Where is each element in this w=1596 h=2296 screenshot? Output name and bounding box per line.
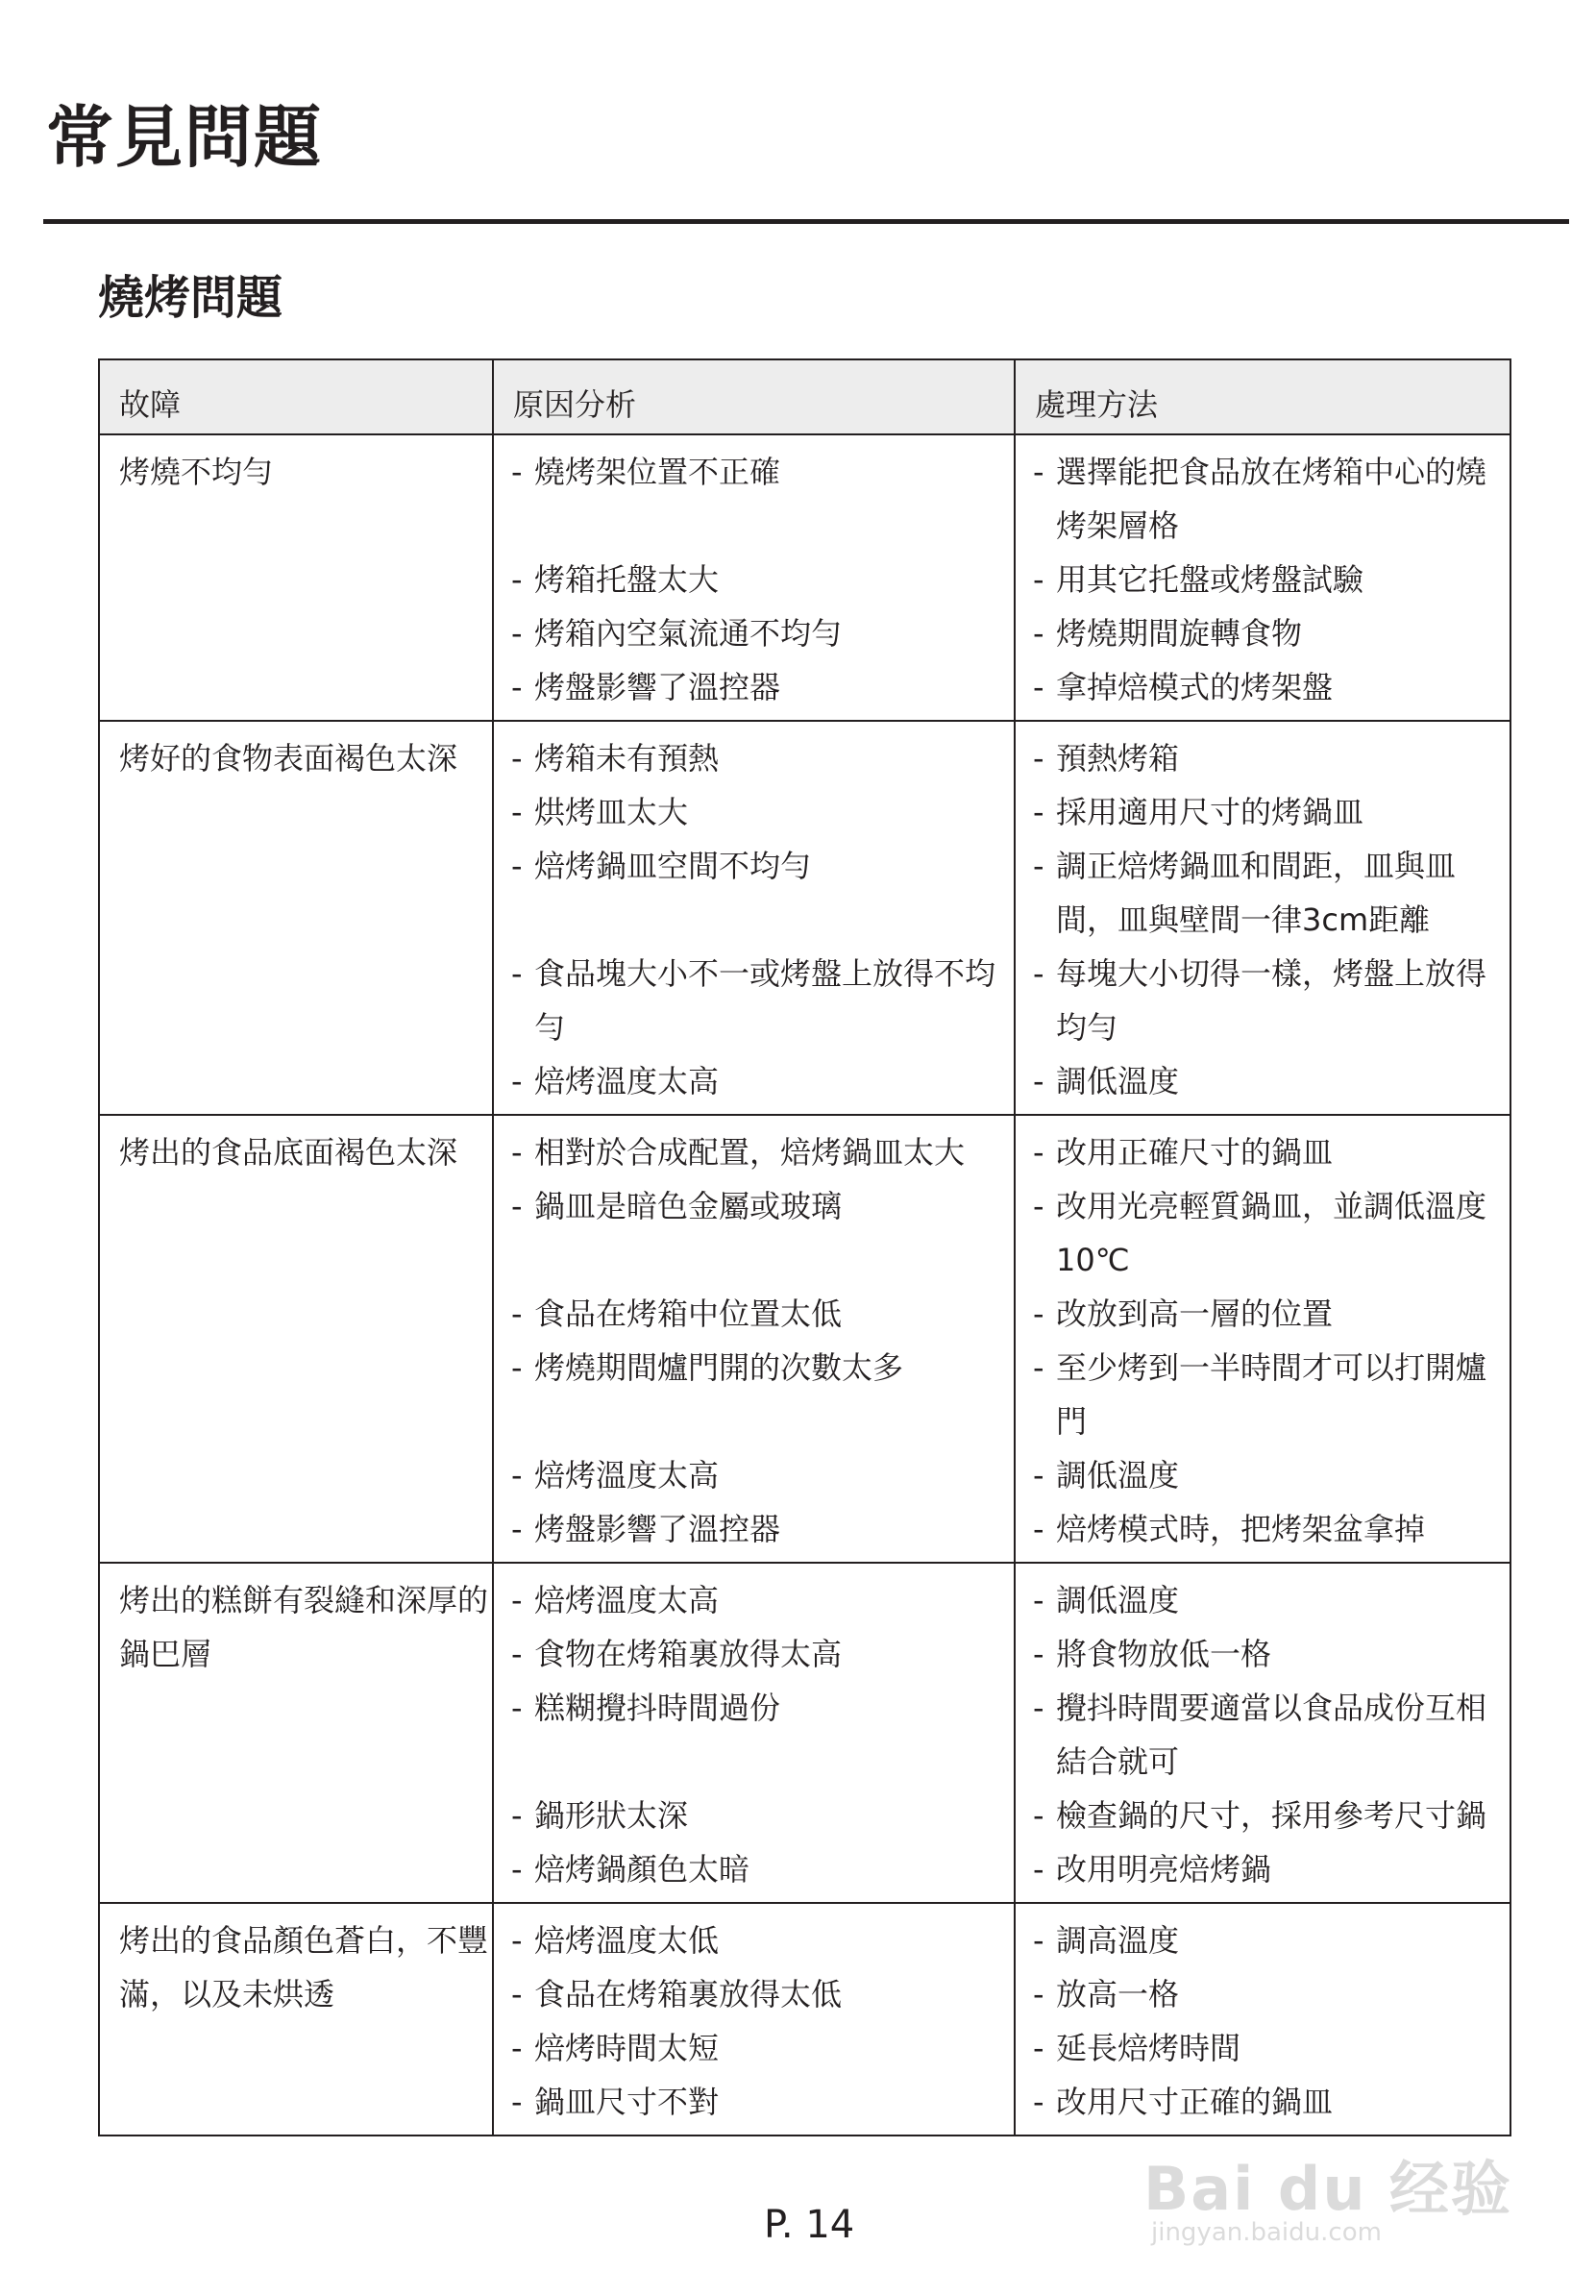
fix-item	[1014, 553, 1510, 606]
cause-text: 相對於合成配置，焙烤鍋皿太大	[534, 1134, 966, 1171]
bullet-dash: -	[1033, 1851, 1044, 1888]
cause-fix-pair	[492, 1448, 1510, 1502]
cause-text: 糕糊攪抖時間過份	[534, 1690, 781, 1726]
bullet-dash: -	[1033, 794, 1044, 830]
bullet-dash: -	[1033, 1296, 1044, 1332]
bullet-dash: -	[511, 1582, 523, 1618]
bullet-dash: -	[1033, 561, 1044, 598]
column-divider	[1014, 435, 1016, 720]
bullet-dash: -	[511, 1976, 523, 2012]
cause-item	[492, 1125, 1014, 1179]
cause-fix-pair	[492, 553, 1510, 606]
fix-item	[1014, 785, 1510, 839]
fix-text: 放高一格	[1056, 1976, 1180, 2012]
table-row	[100, 1116, 1510, 1564]
fix-item	[1014, 1125, 1510, 1179]
fix-item	[1014, 660, 1510, 714]
bullet-dash: -	[1033, 454, 1044, 490]
fix-item	[1014, 1287, 1510, 1341]
header-fix: 處理方法	[1014, 360, 1510, 433]
header-cause: 原因分析	[492, 360, 1014, 433]
fix-item	[1014, 606, 1510, 660]
cause-fix-pair	[492, 947, 1510, 1054]
cause-text: 食物在烤箱裏放得太高	[534, 1636, 843, 1672]
cause-item	[492, 1573, 1014, 1627]
column-divider	[492, 1904, 494, 2135]
cause-item	[492, 1054, 1014, 1108]
column-divider	[492, 722, 494, 1114]
fix-item	[1014, 1681, 1510, 1789]
column-divider	[492, 435, 494, 720]
cause-fix-pair	[492, 1179, 1510, 1287]
fix-item	[1014, 1573, 1510, 1627]
bullet-dash: -	[511, 561, 523, 598]
cause-text: 焙烤鍋顏色太暗	[534, 1851, 750, 1888]
cause-item	[492, 1341, 1014, 1448]
fix-text: 改放到高一層的位置	[1056, 1296, 1334, 1332]
fix-text: 改用明亮焙烤鍋	[1056, 1851, 1272, 1888]
cause-fix-pair	[492, 785, 1510, 839]
fix-text: 焙烤模式時，把烤架盆拿掉	[1056, 1511, 1426, 1547]
cause-text: 烤箱未有預熱	[534, 740, 720, 777]
bullet-dash: -	[511, 454, 523, 490]
fault-cell: 烤好的食物表面褐色太深	[119, 740, 458, 777]
cause-text: 焙烤時間太短	[534, 2030, 720, 2066]
bullet-dash: -	[511, 1797, 523, 1834]
column-divider	[492, 1564, 494, 1902]
cause-fix-pair	[492, 1681, 1510, 1789]
bullet-dash: -	[511, 1851, 523, 1888]
bullet-dash: -	[1033, 1134, 1044, 1171]
bullet-dash: -	[1033, 740, 1044, 777]
fix-text: 調低溫度	[1056, 1582, 1180, 1618]
bullet-dash: -	[1033, 1188, 1044, 1224]
fix-item	[1014, 1913, 1510, 1967]
bullet-dash: -	[511, 794, 523, 830]
cause-text: 烤盤影響了溫控器	[534, 1511, 781, 1547]
cause-item	[492, 2021, 1014, 2075]
fix-text: 預熱烤箱	[1056, 740, 1180, 777]
cause-fix-pair	[492, 731, 1510, 785]
cause-fix-block	[492, 1116, 1510, 1562]
bullet-dash: -	[511, 1922, 523, 1959]
cause-fix-pair	[492, 1573, 1510, 1627]
fix-text: 將食物放低一格	[1056, 1636, 1272, 1672]
bullet-dash: -	[511, 1188, 523, 1224]
fix-text: 拿掉焙模式的烤架盤	[1056, 669, 1334, 705]
fix-item	[1014, 1967, 1510, 2021]
fix-item	[1014, 1627, 1510, 1681]
bullet-dash: -	[1033, 669, 1044, 705]
cause-item	[492, 1913, 1014, 1967]
cause-item	[492, 2075, 1014, 2129]
cause-fix-pair	[492, 1054, 1510, 1108]
fix-text: 選擇能把食品放在烤箱中心的燒烤架層格	[1056, 454, 1487, 544]
bullet-dash: -	[1033, 2084, 1044, 2120]
fix-item	[1014, 1842, 1510, 1896]
bullet-dash: -	[1033, 1063, 1044, 1099]
troubleshooting-table	[98, 358, 1511, 2136]
fix-item	[1014, 731, 1510, 785]
fix-text: 調低溫度	[1056, 1457, 1180, 1494]
cause-item	[492, 1627, 1014, 1681]
table-row	[100, 1564, 1510, 1904]
bullet-dash: -	[1033, 2030, 1044, 2066]
fix-item	[1014, 1448, 1510, 1502]
bullet-dash: -	[511, 1349, 523, 1386]
fix-text: 延長焙烤時間	[1056, 2030, 1241, 2066]
fix-item	[1014, 1341, 1510, 1448]
cause-text: 食品在烤箱裏放得太低	[534, 1976, 843, 2012]
cause-text: 焙烤溫度太高	[534, 1582, 720, 1618]
fix-item	[1014, 947, 1510, 1054]
cause-item	[492, 1789, 1014, 1842]
table-row	[100, 435, 1510, 722]
bullet-dash: -	[1033, 955, 1044, 992]
fix-text: 調高溫度	[1056, 1922, 1180, 1959]
fix-item	[1014, 1789, 1510, 1842]
cause-text: 焙烤溫度太低	[534, 1922, 720, 1959]
cause-item	[492, 445, 1014, 553]
cause-fix-pair	[492, 1502, 1510, 1556]
cause-item	[492, 1448, 1014, 1502]
cause-item	[492, 1179, 1014, 1287]
fix-text: 調正焙烤鍋皿和間距，皿與皿間，皿與壁間一律3cm距離	[1056, 848, 1457, 938]
bullet-dash: -	[511, 669, 523, 705]
fault-cell: 烤燒不均勻	[119, 454, 274, 490]
fix-item	[1014, 839, 1510, 947]
table-header	[100, 360, 1510, 435]
bullet-dash: -	[1033, 1690, 1044, 1726]
fix-item	[1014, 1502, 1510, 1556]
bullet-dash: -	[1033, 848, 1044, 884]
cause-item	[492, 1842, 1014, 1896]
fix-item	[1014, 445, 1510, 553]
column-divider	[1014, 1564, 1016, 1902]
bullet-dash: -	[1033, 1797, 1044, 1834]
cause-text: 焙烤溫度太高	[534, 1063, 720, 1099]
cause-text: 烤燒期間爐門開的次數太多	[534, 1349, 904, 1386]
fault-cell: 烤出的食品底面褐色太深	[119, 1134, 458, 1171]
cause-fix-pair	[492, 839, 1510, 947]
cause-text: 烤箱內空氣流通不均勻	[534, 615, 843, 652]
fix-text: 攪抖時間要適當以食品成份互相結合就可	[1056, 1690, 1487, 1780]
cause-text: 食品在烤箱中位置太低	[534, 1296, 843, 1332]
cause-fix-pair	[492, 1789, 1510, 1842]
cause-fix-block	[492, 1564, 1510, 1902]
cause-fix-pair	[492, 1627, 1510, 1681]
bullet-dash: -	[511, 1457, 523, 1494]
cause-text: 烘烤皿太大	[534, 794, 689, 830]
cause-fix-block	[492, 722, 1510, 1114]
bullet-dash: -	[1033, 1976, 1044, 2012]
cause-item	[492, 553, 1014, 606]
bullet-dash: -	[511, 1134, 523, 1171]
cause-item	[492, 947, 1014, 1054]
fix-text: 每塊大小切得一樣，烤盤上放得均勻	[1056, 955, 1487, 1046]
bullet-dash: -	[1033, 1582, 1044, 1618]
bullet-dash: -	[511, 615, 523, 652]
title-rule	[43, 219, 1569, 224]
fix-text: 至少烤到一半時間才可以打開爐門	[1056, 1349, 1487, 1440]
bullet-dash: -	[1033, 615, 1044, 652]
fix-text: 檢查鍋的尺寸，採用參考尺寸鍋	[1056, 1797, 1487, 1834]
cause-item	[492, 1967, 1014, 2021]
cause-fix-pair	[492, 445, 1510, 553]
column-divider	[1014, 722, 1016, 1114]
fix-text: 改用尺寸正確的鍋皿	[1056, 2084, 1334, 2120]
fix-item	[1014, 1179, 1510, 1287]
cause-item	[492, 1502, 1014, 1556]
cause-item	[492, 731, 1014, 785]
cause-fix-pair	[492, 1341, 1510, 1448]
bullet-dash: -	[511, 1063, 523, 1099]
bullet-dash: -	[511, 2084, 523, 2120]
cause-item	[492, 606, 1014, 660]
cause-text: 食品塊大小不一或烤盤上放得不均勻	[534, 955, 996, 1046]
cause-text: 鍋形狀太深	[534, 1797, 689, 1834]
fix-text: 調低溫度	[1056, 1063, 1180, 1099]
bullet-dash: -	[1033, 1457, 1044, 1494]
cause-item	[492, 660, 1014, 714]
cause-fix-block	[492, 435, 1510, 720]
column-divider	[1014, 1904, 1016, 2135]
bullet-dash: -	[511, 1636, 523, 1672]
fix-text: 烤燒期間旋轉食物	[1056, 615, 1303, 652]
bullet-dash: -	[511, 1511, 523, 1547]
table-row	[100, 722, 1510, 1116]
cause-text: 鍋皿是暗色金屬或玻璃	[534, 1188, 843, 1224]
watermark-brand: Bai du 经验	[1143, 2154, 1513, 2224]
fix-text: 用其它托盤或烤盤試驗	[1056, 561, 1364, 598]
page-title: 常見問題	[46, 98, 323, 177]
bullet-dash: -	[511, 1690, 523, 1726]
cause-text: 焙烤溫度太高	[534, 1457, 720, 1494]
cause-fix-pair	[492, 1967, 1510, 2021]
cause-fix-pair	[492, 2021, 1510, 2075]
fault-cell: 烤出的糕餅有裂縫和深厚的鍋巴層	[119, 1582, 489, 1672]
column-divider	[492, 1116, 494, 1562]
bullet-dash: -	[511, 848, 523, 884]
bullet-dash: -	[1033, 1349, 1044, 1386]
bullet-dash: -	[1033, 1511, 1044, 1547]
fix-text: 改用光亮輕質鍋皿，並調低溫度10℃	[1056, 1188, 1487, 1278]
page-number: P. 14	[764, 2203, 855, 2247]
fix-item	[1014, 2021, 1510, 2075]
fix-item	[1014, 1054, 1510, 1108]
baidu-watermark	[1143, 2095, 1547, 2249]
cause-text: 焙烤鍋皿空間不均勻	[534, 848, 812, 884]
cause-text: 烤箱托盤太大	[534, 561, 720, 598]
cause-fix-pair	[492, 606, 1510, 660]
table-body	[100, 435, 1510, 2135]
cause-fix-pair	[492, 1913, 1510, 1967]
watermark-url: jingyan.baidu.com	[1151, 2218, 1382, 2247]
section-title: 燒烤問題	[98, 271, 283, 325]
bullet-dash: -	[511, 2030, 523, 2066]
bullet-dash: -	[1033, 1922, 1044, 1959]
cause-fix-pair	[492, 1842, 1510, 1896]
cause-fix-pair	[492, 1125, 1510, 1179]
header-fault: 故障	[119, 386, 182, 423]
cause-fix-pair	[492, 1287, 1510, 1341]
cause-fix-pair	[492, 660, 1510, 714]
fix-text: 改用正確尺寸的鍋皿	[1056, 1134, 1334, 1171]
cause-item	[492, 1681, 1014, 1789]
column-divider	[1014, 1116, 1016, 1562]
cause-text: 鍋皿尺寸不對	[534, 2084, 720, 2120]
cause-text: 烤盤影響了溫控器	[534, 669, 781, 705]
fix-text: 採用適用尺寸的烤鍋皿	[1056, 794, 1364, 830]
bullet-dash: -	[511, 740, 523, 777]
cause-item	[492, 1287, 1014, 1341]
bullet-dash: -	[511, 1296, 523, 1332]
bullet-dash: -	[1033, 1636, 1044, 1672]
cause-item	[492, 785, 1014, 839]
bullet-dash: -	[511, 955, 523, 992]
cause-item	[492, 839, 1014, 947]
fault-cell: 烤出的食品顏色蒼白，不豐滿，以及未烘透	[119, 1922, 489, 2012]
cause-text: 燒烤架位置不正確	[534, 454, 781, 490]
